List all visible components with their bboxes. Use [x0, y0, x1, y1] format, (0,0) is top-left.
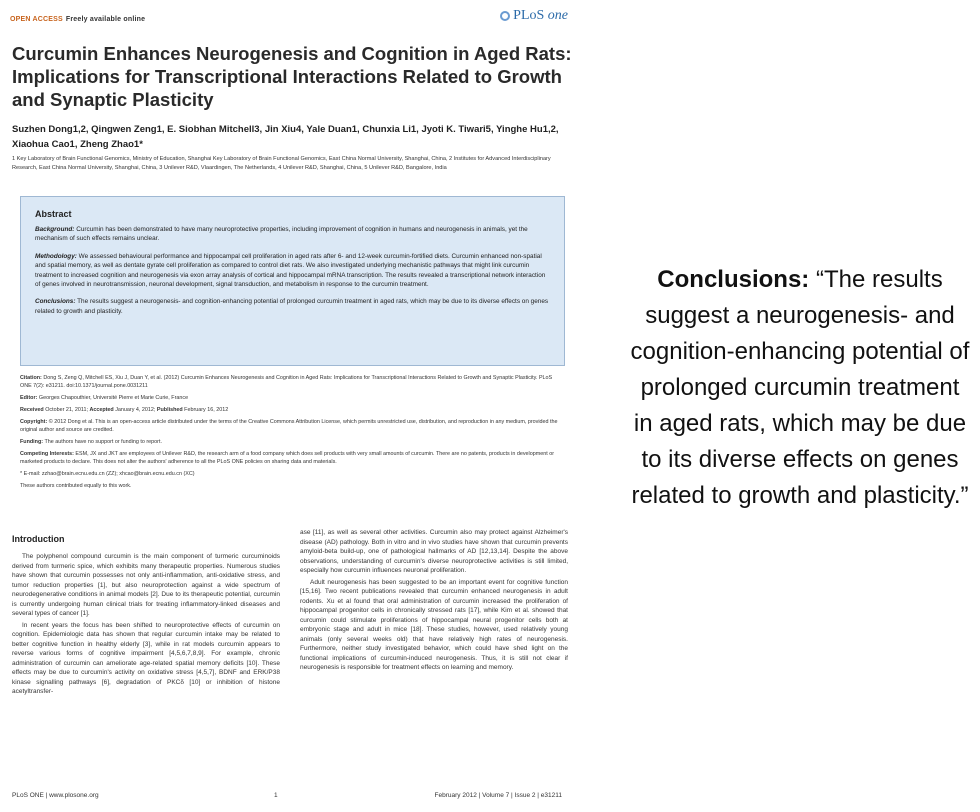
abstract-background: Background: Curcumin has been demonstrated to have many neuroprotective properties, including improvement of cognition in humans and neurogenesis in animals, yet the mechanism of such effects remains unclear. [35, 226, 528, 243]
intro-paragraph: In recent years the focus has been shifted to neuroprotective effects of curcumin on cognition. Epidemiologic data has shown that regular curcumin intake may be related to better cognitive function in healthy elderly [3], while in rat models curcumin appears to reverse various forms of cognitive impairment [4,5,6,7,8,9]. For example, chronic administration of curcumin can ameliorate age-related spatial memory deficits [10]. These effects may be due to curcumin's activity on oxidative stress [4,5,7], BDNF and ERK/P38 kinase signalling pathways [6], degradation of PKCδ [10] or inhibition of histone acetyltransfer- [12, 621, 280, 695]
intro-paragraph: ase [11], as well as several other activities. Curcumin also may protect against Alzheimer's disease (AD) pathology. Both in vitro and in vivo studies have shown that curcumin prevents amyloid-beta build-up, one of pathological hallmarks of AD [12,13,14]. Despite the above observations, understanding of curcumin's diverse neuroprotective activities is still limited, especially how curcumin influences neuronal proliferation. [300, 529, 568, 574]
footer-journal: PLoS ONE | www.plosone.org [12, 792, 99, 799]
quote-label: Conclusions: [657, 266, 810, 293]
citation: Citation: Dong S, Zeng Q, Mitchell ES, Xiu J, Duan Y, et al. (2012) Curcumin Enhances Neurogenesis and Cognition in Aged Rats: Implications for Transcriptional Interactions Related to Growth and Synaptic Plasticity. PLoS ONE 7(2): e31211. doi:10.1371/journal.pone.0031211 [20, 375, 553, 389]
introduction-heading: Introduction [12, 534, 65, 544]
equal-contribution: These authors contributed equally to this work. [20, 483, 132, 489]
logo-plos-text: PLoS [513, 8, 545, 23]
open-access-text: OPEN ACCESS [10, 16, 63, 23]
logo-one-text: one [547, 8, 568, 23]
journal-header [8, 6, 578, 32]
abstract-conclusions: Conclusions: The results suggest a neurogenesis- and cognition-enhancing potential of prolonged curcumin treatment in aged rats, which may be due to its diverse effects on genes related to growth and plasticity. [35, 298, 549, 315]
plos-logo-icon [500, 11, 510, 21]
article-metadata [20, 374, 565, 494]
open-access-label [10, 16, 145, 23]
freely-available-text: Freely available online [65, 16, 146, 23]
intro-paragraph: The polyphenol compound curcumin is the main component of turmeric curcuminoids derived from turmeric spice, which exhibits many therapeutic properties. Numerous studies have shown that curcumin possesses not only anti-inflammation, anti-oxidative stress, and tumor reduction properties [1], but also neuroprotection against a wide spectrum of neurodegenerative conditions in animal models [2]. Due to its therapeutic potential, curcumin is currently undergoing human clinical trials for treating inflammatory-linked diseases and several types of cancer [1]. [12, 553, 280, 617]
quote-text: “The results suggest a neurogenesis- and cognition-enhancing potential of prolonged curcumin treatment in aged rats, which may be due to its diverse effects on genes related to growth and plasticity.” [630, 266, 970, 509]
copyright: Copyright: © 2012 Dong et al. This is an open-access article distributed under the terms of the Creative Commons Attribution License, which permits unrestricted use, distribution, and reproduction in any medium, provided the original author and source are credited. [20, 419, 558, 433]
dates: Received October 21, 2011; Accepted January 4, 2012; Published February 16, 2012 [20, 407, 229, 413]
footer-page-number: 1 [274, 792, 278, 799]
funding: Funding: The authors have no support or funding to report. [20, 439, 162, 445]
editor: Editor: Georges Chapouthier, Université Pierre et Marie Curie, France [20, 395, 189, 401]
plos-one-logo [500, 8, 568, 24]
competing-interests: Competing Interests: ESM, JX and JKT are employees of Unilever R&D, the research arm of a food company which does sell products with very small amounts of curcumin. There are no patents, products in development or marketed products to declare. This does not alter the authors' adherence to all the PLoS ONE policies on sharing data and materials. [20, 451, 555, 465]
intro-left-column [12, 552, 280, 699]
abstract-heading: Abstract [35, 209, 72, 219]
corresponding-email: * E-mail: zzhao@brain.ecnu.edu.cn (ZZ); xhcao@brain.ecnu.edu.cn (XC) [20, 471, 195, 477]
intro-paragraph: Adult neurogenesis has been suggested to be an important event for cognitive function [15,16]. Two recent publications revealed that curcumin enhanced neurogenesis in adult rodents. Xu et al found that oral administration of curcumin increased the proliferation of hippocampal progenitor cells in chronically stressed rats [17], while Kim et al. showed that curcumin could stimulate proliferations of hippocampal neural progenitor cells both at embryonic stage and adult in mice [18]. These studies, however, used relatively young animals (only several weeks old) that have relatively high rates of neurogenesis. Furthermore, neither study investigated behavior, which could have shed light on the functional implications of curcumin-induced neurogenesis. Thus, it is still not clear if neurogenesis is responsible for treatment effects on learning and memory. [300, 578, 568, 671]
abstract-box [20, 196, 565, 366]
affiliations: 1 Key Laboratory of Brain Functional Genomics, Ministry of Education, Shanghai Key Laboratory of Brain Functional Genomics, East China Normal University, Shanghai, China, 2 Institutes for Advanced Interdisciplinary Research, East China Normal University, Shanghai, China, 3 Unilever R&D, Vlaardingen, The Netherlands, 4 Unilever R&D, Shanghai, China, 5 Unilever R&D, Bangalore, India [12, 156, 551, 171]
abstract-methodology: Methodology: We assessed behavioural performance and hippocampal cell proliferation in aged rats after 6- and 12-week curcumin-fortified diets. Curcumin enhanced non-spatial and spatial memory, as well as dentate gyrate cell proliferation as compared to control diet rats. We also investigated underlying mechanistic pathways that might link curcumin treatment to increased cognition and neurogenesis via exon array analysis of cortical and hippocampal mRNA transcription. The results revealed a transcriptional network interaction of genes involved in neurotransmission, neuronal development, signal transduction, and metabolism in response to the curcumin treatment. [35, 252, 546, 289]
footer-issue: February 2012 | Volume 7 | Issue 2 | e31211 [434, 792, 562, 799]
intro-right-column [300, 528, 568, 675]
paper-title: Curcumin Enhances Neurogenesis and Cognition in Aged Rats: Implications for Transcriptional Interactions Related to Growth and Synaptic Plasticity [12, 43, 572, 110]
author-list: Suzhen Dong1,2, Qingwen Zeng1, E. Siobhan Mitchell3, Jin Xiu4, Yale Duan1, Chunxia Li1, Jyoti K. Tiwari5, Yinghe Hu1,2, Xiaohua Cao1, Zheng Zhao1* [12, 124, 559, 150]
conclusions-quote [630, 262, 970, 514]
